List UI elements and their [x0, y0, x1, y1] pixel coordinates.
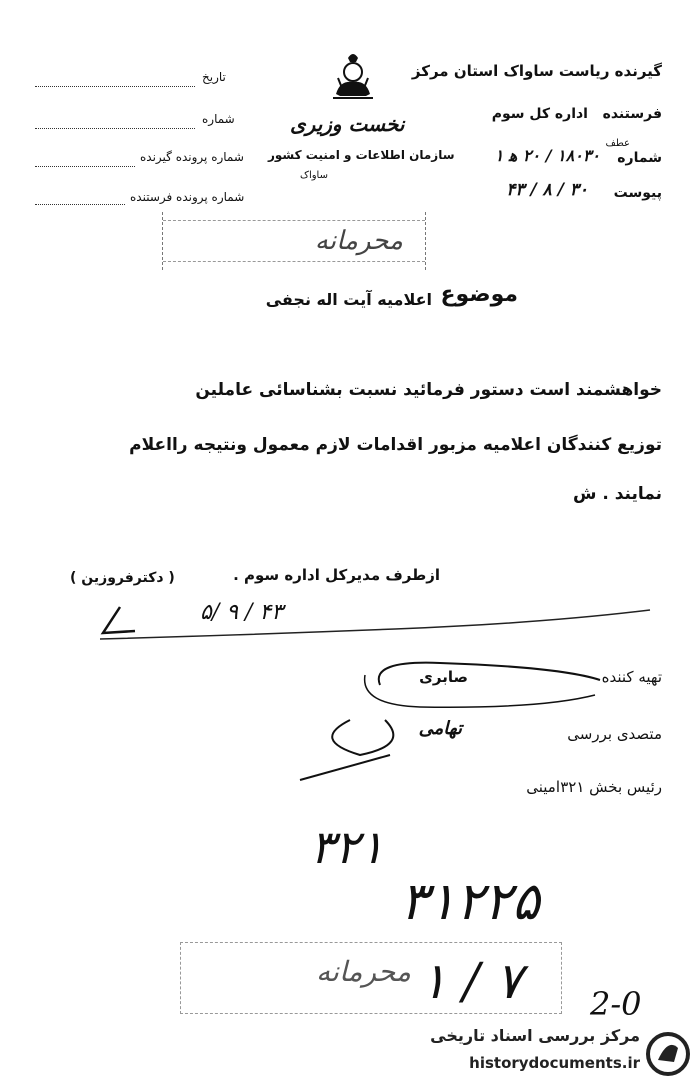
- emblem-title: نخست وزیری: [290, 112, 405, 136]
- left-number-line: [35, 128, 195, 129]
- section-head-name: امینی: [526, 778, 560, 796]
- signature-date-handwritten: ۵/ ۹ / ۴۳: [200, 600, 284, 625]
- preparer-label: تهیه کننده: [601, 668, 662, 686]
- number-mark: عطف: [605, 138, 630, 149]
- watermark-title: مرکز بررسی اسناد تاریخی: [430, 1026, 640, 1045]
- watermark-url: historydocuments.ir: [469, 1054, 640, 1072]
- sender-label: فرستنده: [602, 106, 662, 122]
- attachment-value: ۴۳ / ۸ / ۳۰: [506, 180, 588, 200]
- handwritten-number-second: ۳۱۲۲۵: [400, 872, 540, 932]
- stamp-bottom-border: [163, 261, 425, 262]
- recipient-file-label: شماره پرونده گیرنده: [140, 150, 244, 164]
- date-label: تاریخ: [202, 70, 226, 84]
- handwritten-number-fourth: 2-0: [590, 985, 642, 1023]
- stamp-top-border: [163, 220, 425, 221]
- body-line-2: توزیع کنندگان اعلامیه مزبور اقدامات لازم معمول ونتیجه رااعلام: [129, 435, 662, 455]
- emblem-unit: ساواک: [300, 170, 328, 181]
- watermark: [400, 1018, 700, 1088]
- stamp-bottom-text: محرمانه: [316, 955, 411, 988]
- reviewer-name: تهامی: [418, 718, 462, 739]
- body-line-1: خواهشمند است دستور فرمائید نسبت بشناسائی عاملین: [195, 380, 662, 400]
- body-line-3: نمایند . ش: [572, 484, 662, 504]
- lion-and-sun-emblem: [328, 50, 378, 102]
- sender-file-line: [35, 204, 125, 205]
- sender-value: اداره کل سوم: [491, 106, 588, 122]
- handwritten-number-third: ۱ / ۷: [420, 952, 523, 1010]
- stamp-text: محرمانه: [314, 226, 403, 256]
- recipient-file-line: [35, 166, 135, 167]
- confidential-stamp-top: [162, 212, 426, 270]
- handwritten-number-first: ۳۲۱: [310, 820, 385, 874]
- reviewer-label: متصدی بررسی: [567, 725, 662, 743]
- recipient-line: گیرنده ریاست ساواک استان مرکز: [411, 62, 662, 80]
- section-head-label: رئیس بخش ۳۲۱: [560, 778, 662, 796]
- signature-from: ازطرف مدیرکل اداره سوم .: [233, 566, 440, 584]
- attachment-label: پیوست: [613, 185, 662, 201]
- signature-name: ( دکترفروزین ): [70, 570, 175, 586]
- number-label: شماره: [617, 150, 662, 166]
- emblem-org: سازمان اطلاعات و امنیت کشور: [268, 148, 455, 162]
- date-line: [35, 86, 195, 87]
- preparer-name: صابری: [419, 668, 468, 686]
- watermark-logo-icon: [644, 1030, 692, 1078]
- subject-value: اعلامیه آیت اله نجفی: [265, 290, 432, 309]
- number-value: ۱۸۰۳۰ / ۲۰ ه‍ ۱: [494, 146, 600, 165]
- left-number-label: شماره: [202, 112, 235, 126]
- reviewer-initial-mark: [290, 700, 450, 790]
- handwritten-signature: [95, 605, 655, 645]
- sender-file-label: شماره پرونده فرستنده: [130, 190, 245, 204]
- subject-label: موضوع: [440, 282, 518, 307]
